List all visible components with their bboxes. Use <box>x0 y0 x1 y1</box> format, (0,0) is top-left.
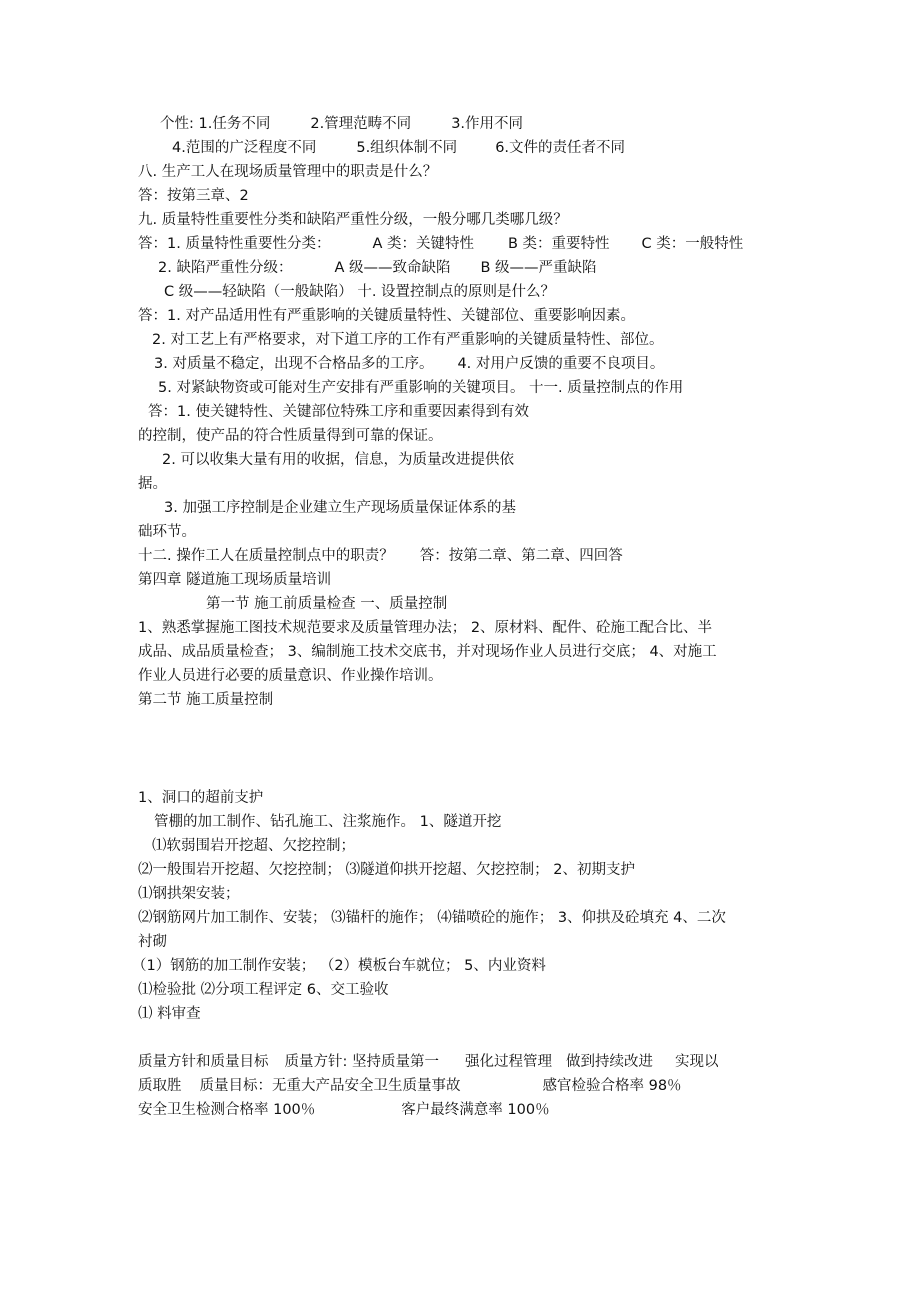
text-line: 作业人员进行必要的质量意识、作业操作培训。 <box>138 668 443 684</box>
text-line: 据。 <box>138 476 167 492</box>
text-line: 2. 可以收集大量有用的收据，信息，为质量改进提供依 <box>162 452 514 468</box>
text-line: 质取胜 质量目标：无重大产品安全卫生质量事故 感官检验合格率 98％ <box>138 1078 682 1094</box>
text-line: 成品、成品质量检查； 3、编制施工技术交底书，并对现场作业人员进行交底； 4、对施工 <box>138 644 717 660</box>
text-line: 1、熟悉掌握施工图技术规范要求及质量管理办法； 2、原材料、配件、砼施工配合比、半 <box>138 620 713 636</box>
text-line: 3. 加强工序控制是企业建立生产现场质量保证体系的基 <box>164 500 516 516</box>
text-line: ⑵一般围岩开挖超、欠挖控制； ⑶隧道仰拱开挖超、欠挖控制； 2、初期支护 <box>138 862 635 878</box>
text-line: ⑴钢拱架安装； <box>138 886 240 902</box>
text-line: 管棚的加工制作、钻孔施工、注浆施作。 1、隧道开挖 <box>154 814 502 830</box>
text-line: 答：1. 使关键特性、关键部位特殊工序和重要因素得到有效 <box>148 404 529 420</box>
text-line: 3. 对质量不稳定，出现不合格品多的工序。 4. 对用户反馈的重要不良项目。 <box>154 356 665 372</box>
text-line: ⑵钢筋网片加工制作、安装； ⑶锚杆的施作； ⑷锚喷砼的施作； 3、仰拱及砼填充 4、二次 <box>138 910 726 926</box>
text-line: ⑴检验批 ⑵分项工程评定 6、交工验收 <box>138 982 389 998</box>
text-line: 5. 对紧缺物资或可能对生产安排有严重影响的关键项目。 十一. 质量控制点的作用 <box>158 380 684 396</box>
question-heading: 十二. 操作工人在质量控制点中的职责？ 答：按第二章、第二章、四回答 <box>138 548 623 564</box>
text-line: 1、洞口的超前支护 <box>138 790 264 806</box>
text-line: ⑴ 料审查 <box>138 1006 201 1022</box>
text-line: C 级——轻缺陷（一般缺陷） 十. 设置控制点的原则是什么？ <box>164 284 556 300</box>
text-line: （1）钢筋的加工制作安装； （2）模板台车就位； 5、内业资料 <box>132 958 546 974</box>
text-line: 2. 对工艺上有严格要求，对下道工序的工作有严重影响的关键质量特性、部位。 <box>152 332 664 348</box>
text-line: 4.范围的广泛程度不同 5.组织体制不同 6.文件的责任者不同 <box>172 140 626 156</box>
chapter-heading: 第四章 隧道施工现场质量培训 <box>138 572 332 588</box>
text-line: 答：按第三章、2 <box>138 188 249 204</box>
question-heading: 九. 质量特性重要性分类和缺陷严重性分级，一般分哪几类哪几级？ <box>138 212 568 228</box>
text-line: 2. 缺陷严重性分级： A 级——致命缺陷 B 级——严重缺陷 <box>158 260 597 276</box>
text-line: 础环节。 <box>138 524 196 540</box>
text-line: 质量方针和质量目标 质量方针: 坚持质量第一 强化过程管理 做到持续改进 实现以 <box>138 1054 719 1070</box>
text-line: 个性: 1.任务不同 2.管理范畴不同 3.作用不同 <box>160 116 524 132</box>
section-heading: 第二节 施工质量控制 <box>138 692 274 708</box>
text-line: 衬砌 <box>138 934 167 950</box>
text-line: 的控制，使产品的符合性质量得到可靠的保证。 <box>138 428 443 444</box>
section-heading: 第一节 施工前质量检查 一、质量控制 <box>206 596 448 612</box>
text-line: 答：1. 对产品适用性有严重影响的关键质量特性、关键部位、重要影响因素。 <box>138 308 635 324</box>
text-line: ⑴软弱围岩开挖超、欠挖控制； <box>152 838 355 854</box>
text-line: 答：1. 质量特性重要性分类： A 类：关键特性 B 类：重要特性 C 类：一般特性 <box>138 236 744 252</box>
question-heading: 八. 生产工人在现场质量管理中的职责是什么？ <box>138 164 438 180</box>
text-line: 安全卫生检测合格率 100％ 客户最终满意率 100％ <box>138 1102 550 1118</box>
